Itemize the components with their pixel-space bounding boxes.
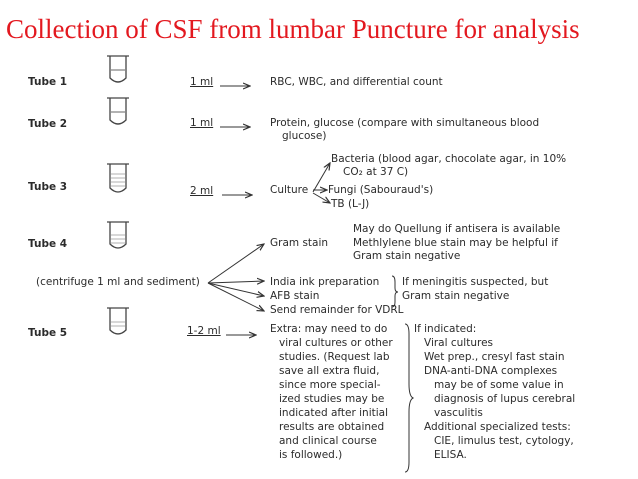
tube-1-label: Tube 1 [28, 76, 68, 88]
tube-3-label: Tube 3 [28, 181, 68, 193]
extra-line-5: since more special- [279, 379, 381, 391]
indicated-line-7: vasculitis [434, 407, 483, 419]
vdrl-note: Send remainder for VDRL [270, 304, 404, 316]
test-tube-1-icon [107, 56, 129, 82]
tube-5-label: Tube 5 [28, 327, 68, 339]
brace-meningitis [392, 276, 398, 307]
meningitis-note-line-1: If meningitis suspected, but [402, 276, 549, 288]
tube-5-volume: 1-2 ml [187, 325, 221, 337]
extra-line-9: and clinical course [279, 435, 377, 447]
gram-note-line-1: May do Quellung if antisera is available [353, 223, 561, 235]
arrow-gram-stain [208, 244, 264, 283]
arrow-vdrl [208, 283, 264, 311]
brace-extra [405, 324, 413, 472]
gram-stain: Gram stain [270, 237, 329, 249]
tube-2-tests-line-2: glucose) [282, 130, 327, 142]
indicated-line-3: Wet prep., cresyl fast stain [424, 351, 565, 363]
tube-2-tests-line-1: Protein, glucose (compare with simultaneous blood [270, 117, 540, 129]
indicated-line-2: Viral cultures [424, 337, 494, 349]
fungi-culture: Fungi (Sabouraud's) [328, 184, 434, 196]
tb-culture: TB (L-J) [331, 198, 370, 210]
test-tube-2-icon [107, 98, 129, 124]
bacteria-culture: Bacteria (blood agar, chocolate agar, in 10% [331, 153, 567, 165]
tube-1-tests: RBC, WBC, and differential count [270, 76, 443, 88]
indicated-line-1: If indicated: [414, 323, 477, 335]
gram-note-line-3: Gram stain negative [353, 250, 461, 262]
extra-line-8: results are obtained [279, 421, 385, 433]
extra-line-10: is followed.) [279, 449, 343, 461]
culture-label: Culture [270, 184, 309, 196]
extra-line-4: save all extra fluid, [279, 365, 380, 377]
extra-line-3: studies. (Request lab [279, 351, 390, 363]
tube-4-label: Tube 4 [28, 238, 68, 250]
centrifuge-note: (centrifuge 1 ml and sediment) [36, 276, 200, 288]
tube-1-volume: 1 ml [190, 76, 214, 88]
extra-line-7: indicated after initial [279, 407, 388, 419]
tube-3-volume: 2 ml [190, 185, 214, 197]
indicated-line-9: CIE, limulus test, cytology, [434, 435, 574, 447]
test-tube-4-icon [107, 222, 129, 248]
arrow-afb [208, 283, 264, 296]
gram-note-line-2: Methlylene blue stain may be helpful if [353, 237, 558, 249]
indicated-line-8: Additional specialized tests: [424, 421, 571, 433]
tube-2-label: Tube 2 [28, 118, 68, 130]
india-ink-preparation: India ink preparation [270, 276, 380, 288]
indicated-line-5: may be of some value in [434, 379, 564, 391]
arrow-india-ink [208, 281, 264, 283]
test-tube-5-icon [107, 308, 129, 334]
extra-line-1: Extra: may need to do [270, 323, 388, 335]
test-tube-3-icon [107, 164, 129, 192]
indicated-line-4: DNA-anti-DNA complexes [424, 365, 558, 377]
page-title: Collection of CSF from lumbar Puncture for analysis [6, 14, 580, 44]
indicated-line-10: ELISA. [434, 449, 467, 461]
afb-stain: AFB stain [270, 290, 320, 302]
extra-line-2: viral cultures or other [279, 337, 393, 349]
indicated-line-6: diagnosis of lupus cerebral [434, 393, 576, 405]
meningitis-note-line-2: Gram stain negative [402, 290, 510, 302]
tube-2-volume: 1 ml [190, 117, 214, 129]
extra-line-6: ized studies may be [279, 393, 385, 405]
co2-condition: CO₂ at 37 C) [343, 166, 409, 178]
